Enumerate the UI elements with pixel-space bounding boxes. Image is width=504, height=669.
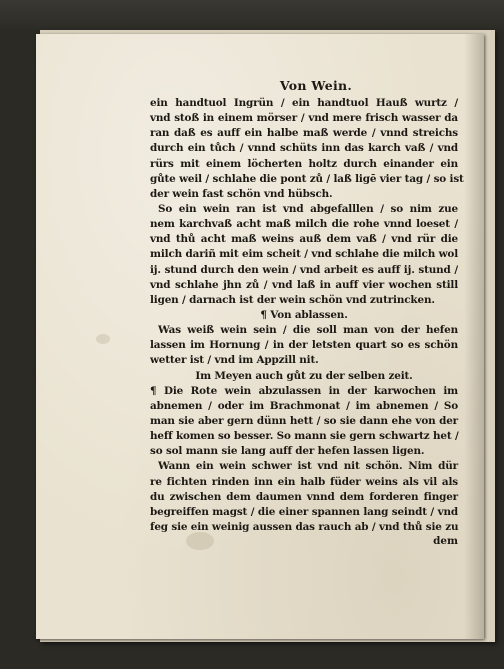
text-line: Im Meyen auch gůt zu der selben zeit. [195, 369, 413, 382]
page-text [150, 78, 464, 550]
text-line: ¶ Die Rote wein abzulassen in der karwochen im [150, 384, 458, 397]
text-line: durch ein tůch / vnnd schüts inn das karch vaß / vnd [150, 142, 458, 155]
text-line: nem karchvaß acht maß milch die rohe vnnd loeset / [150, 218, 458, 231]
text-line: So ein wein ran ist vnd abgefalllen / so nim zue [158, 202, 458, 215]
scan-background [0, 0, 504, 32]
paper-stain [96, 334, 110, 344]
text-line: rürs mit einem löcherten holtz durch einander ein [150, 157, 458, 170]
text-line: heff komen so besser. So mann sie gern schwartz het / [150, 430, 459, 443]
catchword-row [150, 535, 458, 550]
text-lines [150, 96, 464, 535]
text-line: ¶ Von ablassen. [260, 308, 348, 321]
text-line: begreiffen magst / die einer spannen lang seindt / vnd [150, 505, 458, 518]
text-line: lassen im Hornung / in der letsten quart so es schön [150, 339, 458, 352]
page-gutter-shadow [464, 34, 484, 639]
text-line: feg sie ein weinig aussen das rauch ab / vnd thů sie zu [150, 520, 459, 533]
text-line: re fichten rinden inn ein halb füder weins als vil als [150, 475, 458, 488]
text-line: Was weiß wein sein / die soll man von der hefen [158, 324, 458, 337]
text-line: Wann ein wein schwer ist vnd nit schön. Nim dür [158, 460, 458, 473]
text-line: du zwischen dem daumen vnnd dem forderen finger [150, 490, 458, 503]
text-line: wetter ist / vnd im Appzill nit. [150, 354, 319, 367]
catchword: dem [433, 535, 458, 548]
text-line: vnd thů acht maß weins auß dem vaß / vnd rür die [150, 233, 458, 246]
text-line: der wein fast schön vnd hübsch. [150, 187, 333, 200]
text-line: ij. stund durch den wein / vnd arbeit es auff ij. stund / [150, 263, 458, 276]
text-line: ran daß es auff ein halbe maß werde / vnnd streichs [150, 127, 458, 140]
text-line: vnd schlahe jhn zů / vnd laß in auff vier wochen still [150, 278, 458, 291]
running-head: Von Wein. [279, 78, 353, 93]
text-line: milch dariñ mit eim scheit / vnd schlahe die milch wol [150, 248, 458, 261]
text-line: vnd stoß in einem mörser / vnd mere frisch wasser da [150, 112, 458, 125]
text-line: man sie aber gern dünn hett / so sie dann ehe von der [150, 414, 458, 427]
text-line: gůte weil / schlahe die pont zů / laß ligē vier tag / so ist [150, 172, 464, 185]
text-line: ligen / darnach ist der wein schön vnd zutrincken. [150, 293, 435, 306]
text-line: ein handtuol Ingrün / ein handtuol Hauß wurtz / [150, 97, 458, 109]
text-line: so sol mann sie lang auff der hefen lassen ligen. [150, 445, 425, 458]
text-line: abnemen / oder im Brachmonat / im abnemen / So [150, 399, 458, 412]
